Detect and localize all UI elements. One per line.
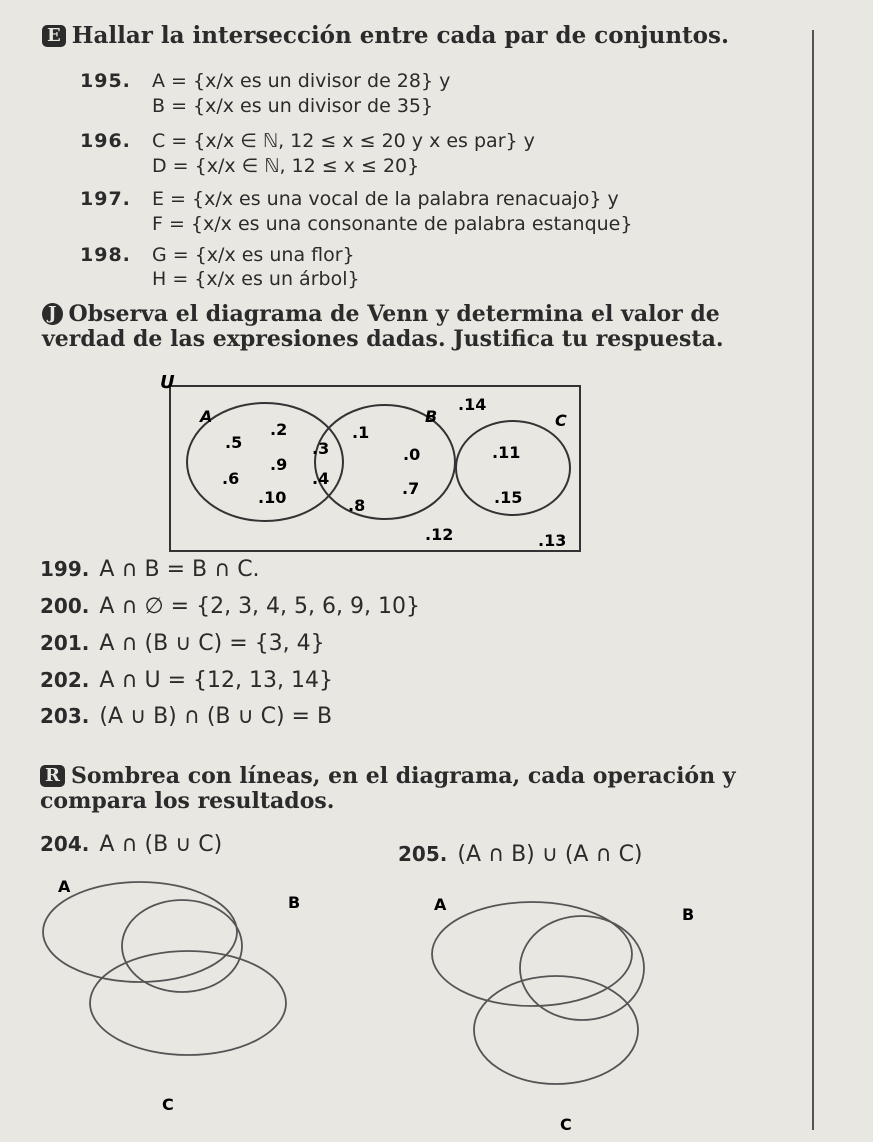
statement-202: 202. A ∩ U = {12, 13, 14} [40,668,333,693]
section-j-text: Observa el diagrama de Venn y determina el valor de verdad de las expresiones dadas. Justifica tu respuesta. [42,301,724,352]
element-0: .0 [403,445,421,464]
exercise-198-line1: 198. G = {x/x es una flor} [80,244,355,266]
section-j-instructions [42,302,762,352]
exercise-195-line1: 195. A = {x/x es un divisor de 28} y [80,70,451,92]
venn-205-label-c: C [560,1115,572,1134]
element-7: .7 [402,479,420,498]
element-13: .13 [538,531,567,550]
exercise-204-expression: 204. A ∩ (B ∪ C) [40,832,223,857]
statement-200: 200. A ∩ ∅ = {2, 3, 4, 5, 6, 9, 10} [40,594,420,619]
set-a-label: A [200,407,213,426]
section-e-title: Hallar la intersección entre cada par de conjuntos. [71,22,729,49]
element-2: .2 [270,420,288,439]
exercise-205-expression: 205. (A ∩ B) ∪ (A ∩ C) [398,842,643,867]
set-b-label: B [425,407,438,426]
section-r-instructions [40,764,780,814]
element-8: .8 [348,496,366,515]
venn-204-set-a[interactable] [43,882,237,982]
exercise-197-line2: F = {x/x es una consonante de palabra estanque} [152,213,633,235]
element-15: .15 [494,488,523,507]
venn-205-label-b: B [682,905,695,924]
exercise-196-line2: D = {x/x ∈ ℕ, 12 ≤ x ≤ 20} [152,155,420,177]
venn-diagram-205[interactable] [420,890,740,1140]
statement-199: 199. A ∩ B = B ∩ C. [40,557,260,582]
element-3: .3 [312,439,330,458]
universe-label: U [160,372,175,393]
venn-204-label-c: C [162,1095,174,1114]
statement-201: 201. A ∩ (B ∪ C) = {3, 4} [40,631,325,656]
venn-204-set-b[interactable] [122,900,242,992]
venn-205-label-a: A [434,895,447,914]
element-11: .11 [492,443,521,462]
element-4: .4 [312,469,330,488]
element-14: .14 [458,395,487,414]
exercise-198-line2: H = {x/x es un árbol} [152,268,360,290]
venn-diagram-204[interactable] [30,870,350,1120]
element-5: .5 [225,433,243,452]
venn-diagram-main [150,372,590,557]
venn-205-set-b[interactable] [520,916,644,1020]
element-6: .6 [222,469,240,488]
venn-205-set-a[interactable] [432,902,632,1006]
venn-204-label-a: A [58,877,71,896]
section-r-text: Sombrea con líneas, en el diagrama, cada operación y compara los resultados. [40,763,736,814]
exercise-197-line1: 197. E = {x/x es una vocal de la palabra renacuajo} y [80,188,619,210]
venn-204-set-c[interactable] [90,951,286,1055]
element-12: .12 [425,525,454,544]
section-e-header [42,22,729,49]
venn-205-set-c[interactable] [474,976,638,1084]
section-e-badge: E [42,25,66,47]
exercise-196-line1: 196. C = {x/x ∈ ℕ, 12 ≤ x ≤ 20 y x es par} y [80,130,535,152]
element-10: .10 [258,488,287,507]
element-9: .9 [270,455,288,474]
exercise-195-line2: B = {x/x es un divisor de 35} [152,95,434,117]
venn-204-label-b: B [288,893,301,912]
section-j-badge: J [42,303,63,325]
section-r-badge: R [40,765,65,787]
statement-203: 203. (A ∪ B) ∩ (B ∪ C) = B [40,704,333,729]
page-edge-line [812,30,814,1130]
set-c-label: C [555,411,567,430]
element-1: .1 [352,423,370,442]
